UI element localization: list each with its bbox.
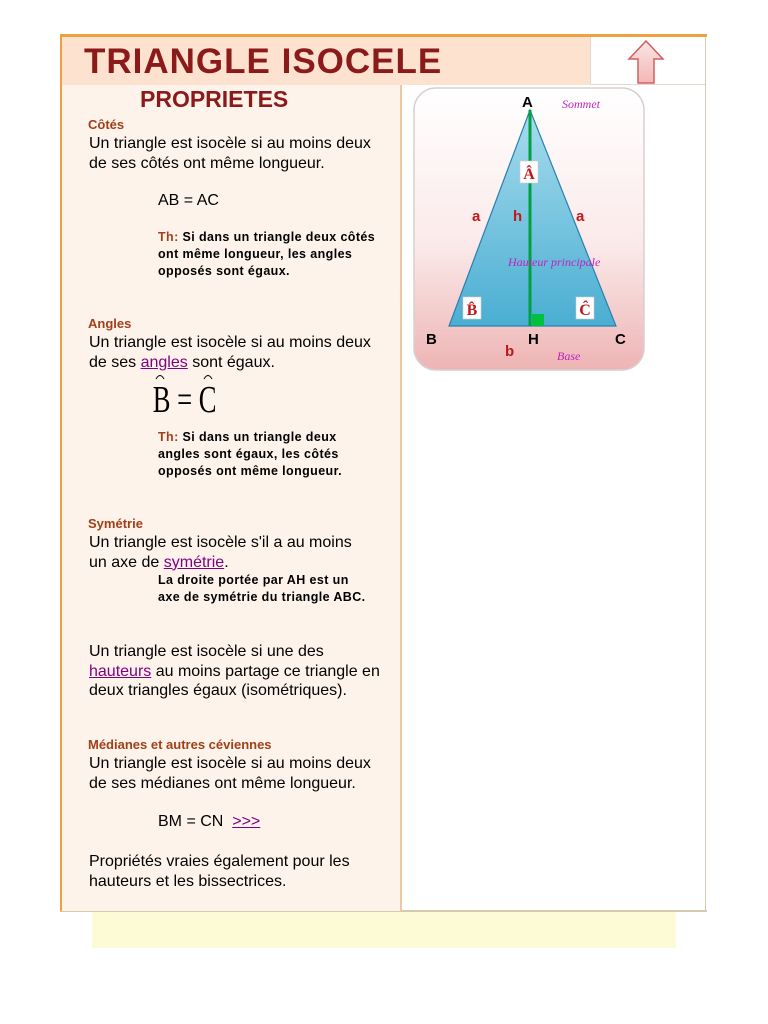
theorem-label: Th: — [158, 230, 179, 244]
text-symmetry-a: Un triangle est isocèle s'il a au moins un axe de — [89, 534, 352, 571]
equation-medians — [158, 813, 260, 831]
heading-angles: Angles — [88, 316, 132, 331]
text-angles — [89, 333, 384, 372]
page-title: TRIANGLE ISOCELE — [84, 42, 443, 81]
right-border — [705, 37, 706, 912]
label-height-h: h — [513, 208, 523, 225]
label-angle-b: B̂ — [466, 302, 478, 319]
isosceles-triangle-diagram — [412, 86, 646, 372]
label-hauteur-principale: Hauteur principale — [508, 255, 601, 269]
link-symmetry[interactable]: symétrie — [163, 553, 225, 571]
label-angle-c: Ĉ — [579, 302, 591, 319]
text-medians: Un triangle est isocèle si au moins deux de ses médianes ont même longueur. — [89, 755, 371, 792]
section-title: PROPRIETES — [140, 86, 289, 112]
label-base-b: b — [505, 343, 515, 360]
link-medians-more[interactable]: >>> — [232, 813, 261, 830]
label-vertex-c: C — [615, 331, 626, 348]
theorem-angles — [158, 429, 378, 480]
angle-equation — [150, 368, 240, 416]
footer-text: Propriétés vraies également pour les hauteurs et les bissectrices. — [89, 853, 350, 890]
up-arrow-icon[interactable] — [627, 39, 665, 90]
text-heights — [89, 642, 384, 701]
theorem-text: Si dans un triangle deux angles sont égaux, les côtés opposés ont même longueur. — [158, 430, 343, 478]
text-symmetry-b: . — [224, 553, 229, 571]
label-base: Base — [557, 349, 581, 363]
label-foot-h: H — [528, 331, 539, 348]
bottom-band — [92, 912, 676, 948]
right-angle-marker — [532, 314, 544, 326]
label-vertex-b: B — [426, 331, 437, 348]
equation-medians-text: BM = CN — [158, 813, 224, 830]
note-symmetry: La droite portée par AH est un axe de symétrie du triangle ABC. — [158, 573, 366, 604]
label-side-a-right: a — [576, 208, 585, 225]
label-vertex-a: A — [522, 94, 533, 111]
heading-sides: Côtés — [88, 117, 125, 132]
label-sommet: Sommet — [562, 97, 600, 111]
theorem-label: Th: — [158, 430, 179, 444]
text-symmetry — [89, 533, 359, 572]
hat-b-icon — [156, 376, 164, 380]
label-angle-a: Â — [523, 166, 535, 183]
text-heights-a: Un triangle est isocèle si une des — [89, 643, 324, 660]
link-angles[interactable]: angles — [140, 353, 188, 371]
text-angles-b: sont égaux. — [187, 353, 275, 371]
text-angles-a: Un triangle est isocèle si au moins deux de ses — [89, 334, 371, 371]
heading-symmetry: Symétrie — [88, 516, 143, 531]
heading-medians: Médianes et autres céviennes — [88, 737, 272, 752]
angle-equation-text: B = C — [152, 379, 217, 416]
theorem-text: Si dans un triangle deux côtés ont même longueur, les angles opposés sont égaux. — [158, 230, 376, 278]
equation-sides: AB = AC — [158, 192, 219, 209]
theorem-sides — [158, 229, 378, 280]
column-divider — [400, 85, 402, 911]
link-heights[interactable]: hauteurs — [89, 662, 152, 680]
label-side-a-left: a — [472, 208, 481, 225]
text-sides: Un triangle est isocèle si au moins deux de ses côtés ont même longueur. — [89, 135, 371, 172]
text-heights-b: au moins partage ce triangle en deux triangles égaux (isométriques). — [89, 662, 380, 699]
hat-c-icon — [204, 376, 212, 380]
